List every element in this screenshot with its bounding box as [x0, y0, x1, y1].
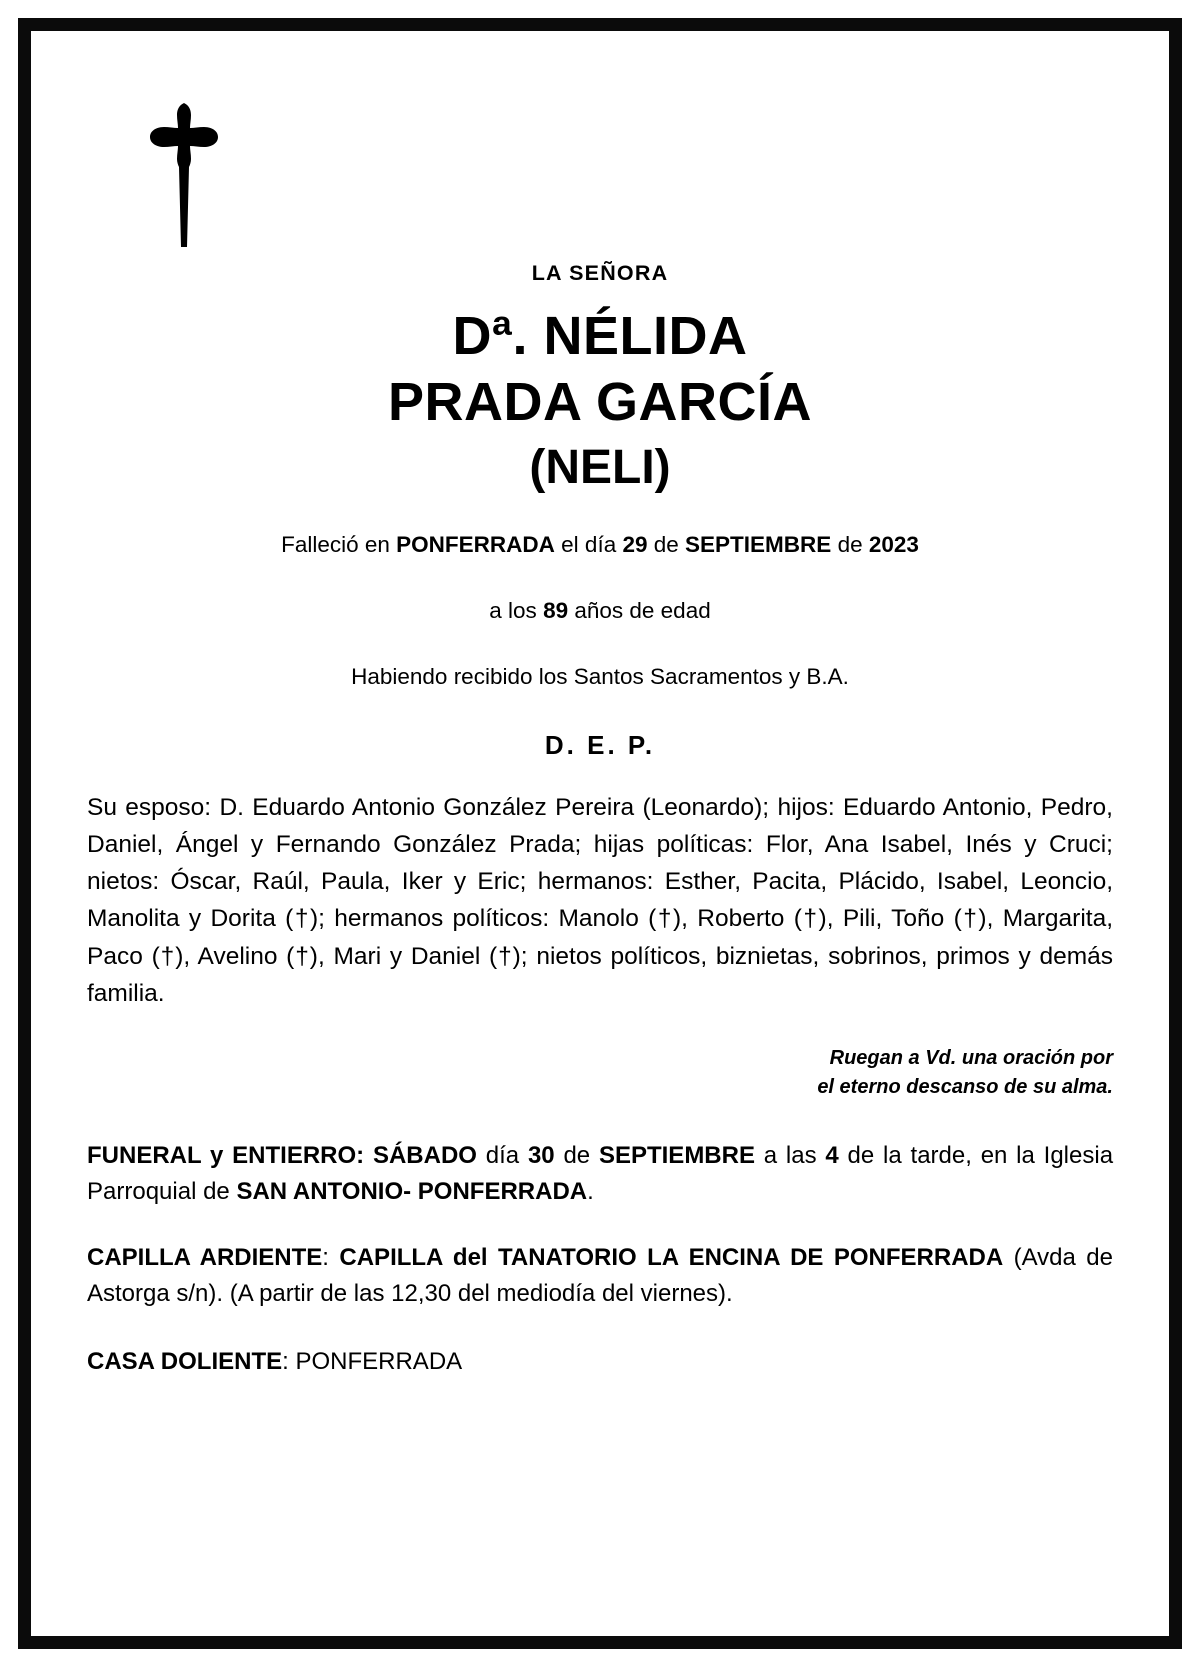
deceased-name — [87, 304, 1113, 436]
death-of: de — [647, 531, 686, 557]
funeral-text-dia: día — [476, 1142, 528, 1170]
prayer-request — [87, 1044, 1113, 1102]
mourning-house-label: CASA DOLIENTE — [87, 1348, 283, 1376]
death-day: 29 — [622, 531, 648, 557]
black-border-frame — [18, 18, 1182, 1649]
mourning-house-place: PONFERRADA — [295, 1348, 463, 1376]
chapel-label: CAPILLA ARDIENTE — [87, 1244, 323, 1272]
sacraments-line: Habiendo recibido los Santos Sacramentos y B.A. — [351, 663, 849, 689]
funeral-month: SEPTIEMBRE — [598, 1142, 755, 1170]
death-year: 2023 — [868, 531, 919, 557]
death-month: SEPTIEMBRE — [685, 531, 832, 557]
notice-inner — [31, 31, 1169, 1636]
funeral-day-number: 30 — [527, 1142, 555, 1170]
funeral-church: SAN ANTONIO- PONFERRADA — [236, 1178, 588, 1206]
deceased-nickname: (NELI) — [529, 440, 671, 494]
funeral-end: . — [587, 1178, 594, 1206]
death-mid: el día — [554, 531, 623, 557]
funeral-info — [87, 1138, 1113, 1210]
funeral-text-de: de — [554, 1142, 599, 1170]
age-prefix: a los — [489, 597, 544, 623]
age-value: 89 — [543, 597, 569, 623]
chapel-colon: : — [322, 1244, 340, 1272]
notice-content — [87, 261, 1113, 1380]
death-place: PONFERRADA — [396, 531, 555, 557]
age-suffix: años de edad — [568, 597, 711, 623]
funeral-text-alas: a las — [754, 1142, 826, 1170]
death-de: de — [831, 531, 869, 557]
dep-line: D. E. P. — [544, 729, 656, 760]
funeral-day-name: SÁBADO — [364, 1142, 477, 1170]
funeral-label: FUNERAL y ENTIERRO: — [87, 1142, 365, 1170]
mourning-house-colon: : — [282, 1348, 296, 1376]
prayer-line-2: el eterno descanso de su alma. — [817, 1076, 1113, 1099]
cross-icon — [141, 99, 231, 249]
death-line — [87, 532, 1113, 558]
funeral-text-tarde: de la tarde, en la Iglesia Parroquial de — [87, 1142, 1114, 1206]
age-line — [87, 598, 1113, 624]
mourning-house-info — [87, 1344, 1113, 1380]
funeral-hour: 4 — [825, 1142, 839, 1170]
name-line-1: Dª. NÉLIDA — [452, 306, 748, 366]
name-line-2: PRADA GARCÍA — [388, 371, 812, 432]
chapel-address: (Avda de Astorga s/n). (A partir de las 12,30 del mediodía del viernes). — [87, 1244, 1113, 1308]
honorific: LA SEÑORA — [531, 261, 669, 285]
family-list: Su esposo: D. Eduardo Antonio González Pereira (Leonardo); hijos: Eduardo Antonio, Pedro, Daniel, Ángel y Fernando González Prada; hijas políticas: Flor, Ana Isabel, Inés y Cruci; nietos: Óscar, Raúl, Paula, Iker y Eric; hermanos: Esther, Pacita, Plácido, Isabel, Leoncio, Manolita y Dorita (†); hermanos políticos: Manolo (†), Roberto (†), Pili, Toño (†), Margarita, Paco (†), Avelino (†), Mari y Daniel (†); nietos políticos, biznietas, sobrinos, primos y demás familia. — [87, 793, 1113, 1007]
death-prefix: Falleció en — [281, 531, 397, 557]
prayer-line-1: Ruegan a Vd. una oración por — [829, 1047, 1113, 1070]
chapel-info — [87, 1240, 1113, 1312]
chapel-place: CAPILLA del TANATORIO LA ENCINA DE PONFERRADA — [339, 1244, 1004, 1272]
